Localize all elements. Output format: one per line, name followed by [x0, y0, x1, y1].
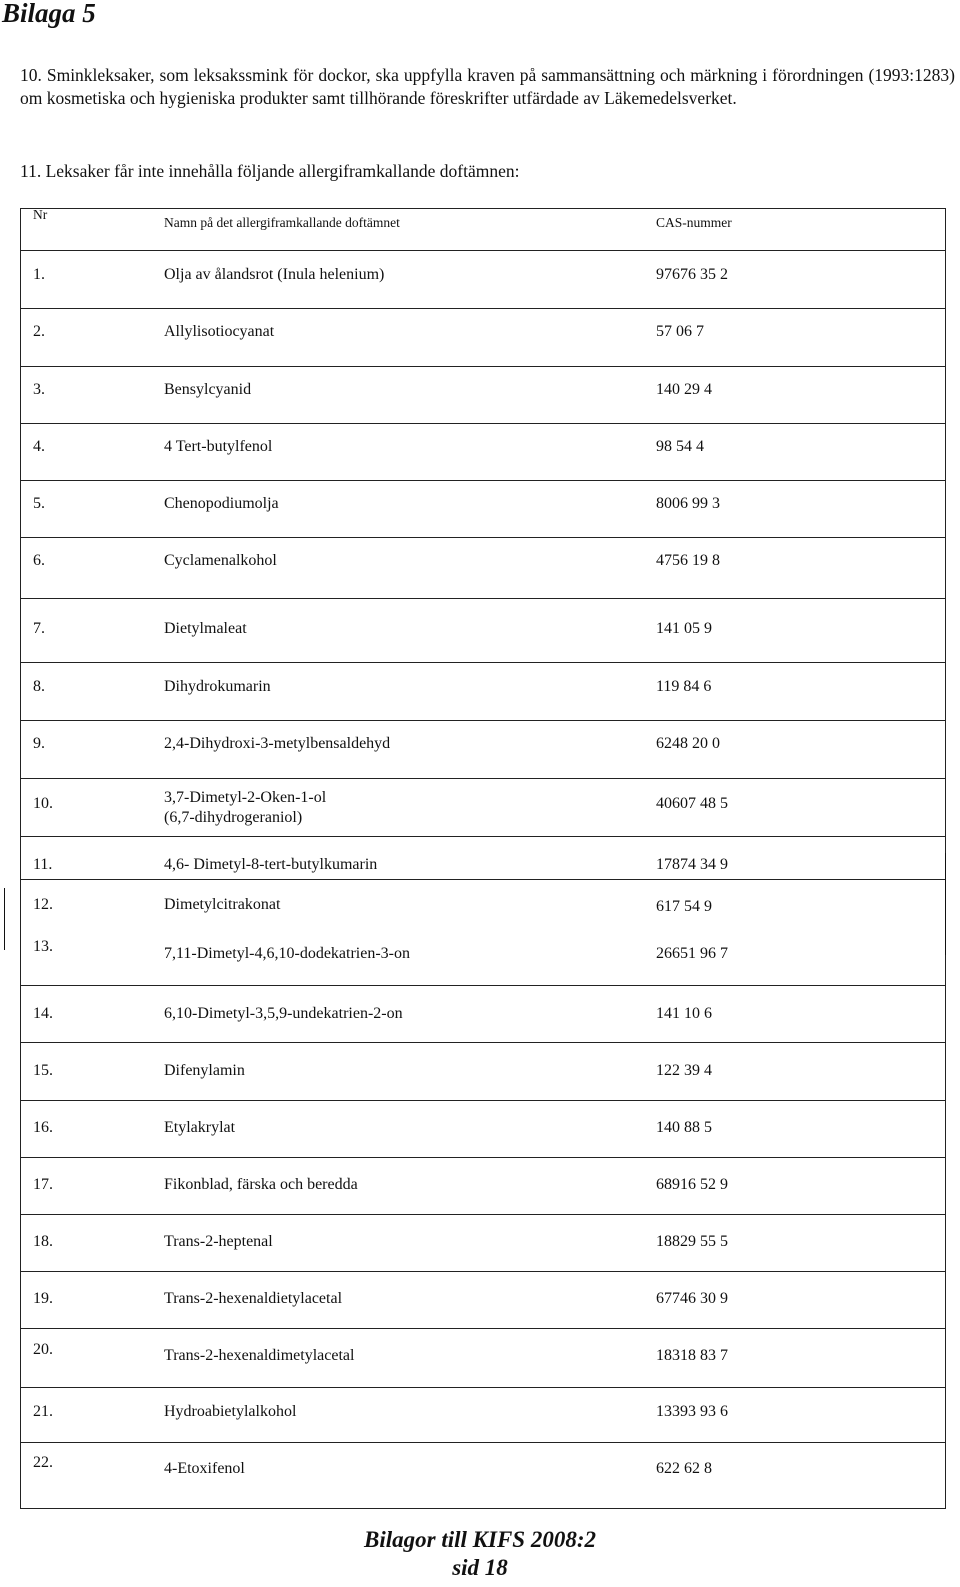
row-divider	[20, 1387, 946, 1388]
paragraph-11: 11. Leksaker får inte innehålla följande allergiframkallande doftämnen:	[20, 161, 520, 181]
row-divider	[20, 537, 946, 538]
substance-name: Olja av ålandsrot (Inula helenium)	[164, 266, 385, 283]
row-divider	[20, 1271, 946, 1272]
substance-name: 7,11-Dimetyl-4,6,10-dodekatrien-3-on	[164, 945, 411, 962]
cas-number: 140 29 4	[656, 381, 712, 398]
row-divider	[20, 366, 946, 367]
row-number: 5.	[33, 495, 45, 512]
row-divider	[20, 836, 946, 837]
substance-name: Difenylamin	[164, 1062, 245, 1079]
row-divider	[20, 598, 946, 599]
footer-line-1: Bilagor till KIFS 2008:2	[364, 1527, 596, 1552]
row-number: 9.	[33, 735, 45, 752]
cas-number: 122 39 4	[656, 1062, 712, 1079]
substance-name: Trans-2-hexenaldietylacetal	[164, 1290, 343, 1307]
cas-number: 18318 83 7	[656, 1347, 728, 1364]
substance-name: Chenopodiumolja	[164, 495, 279, 512]
row-number: 20.	[33, 1341, 53, 1358]
row-number: 22.	[33, 1454, 53, 1471]
cas-number: 119 84 6	[656, 678, 712, 695]
cas-number: 141 10 6	[656, 1005, 712, 1022]
row-divider	[20, 1100, 946, 1101]
cas-number: 6248 20 0	[656, 735, 720, 752]
cas-number: 141 05 9	[656, 620, 712, 637]
substance-name: Fikonblad, färska och beredda	[164, 1176, 358, 1193]
row-number: 6.	[33, 552, 45, 569]
cas-number: 67746 30 9	[656, 1290, 728, 1307]
row-divider	[20, 480, 946, 481]
page-title: Bilaga 5	[2, 0, 96, 28]
row-divider	[20, 1157, 946, 1158]
table-frame	[20, 208, 946, 1509]
cas-number: 140 88 5	[656, 1119, 712, 1136]
cas-number: 57 06 7	[656, 323, 704, 340]
row-number: 7.	[33, 620, 45, 637]
row-number: 10.	[33, 795, 53, 812]
row-number: 16.	[33, 1119, 53, 1136]
row-number: 3.	[33, 381, 45, 398]
substance-name: Dietylmaleat	[164, 620, 247, 637]
substance-name: 4,6- Dimetyl-8-tert-butylkumarin	[164, 856, 378, 873]
row-number: 4.	[33, 438, 45, 455]
row-number: 1.	[33, 266, 45, 283]
header-nr: Nr	[33, 207, 48, 222]
substance-name: 2,4-Dihydroxi-3-metylbensaldehyd	[164, 735, 391, 752]
cas-number: 40607 48 5	[656, 795, 728, 812]
row-number: 12.	[33, 896, 53, 913]
cas-number: 622 62 8	[656, 1460, 712, 1477]
cas-number: 17874 34 9	[656, 856, 728, 873]
substance-name: Dimetylcitrakonat	[164, 896, 281, 913]
row-number: 17.	[33, 1176, 53, 1193]
header-name: Namn på det allergiframkallande doftämnet	[164, 215, 400, 230]
row-divider	[20, 879, 946, 880]
substance-name: Hydroabietylalkohol	[164, 1403, 297, 1420]
cas-number: 98 54 4	[656, 438, 704, 455]
row-divider	[20, 250, 946, 251]
row-divider	[20, 308, 946, 309]
substance-name-line-2: (6,7-dihydrogeraniol)	[164, 809, 303, 826]
footer-line-2: sid 18	[452, 1555, 508, 1580]
substance-name: 4-Etoxifenol	[164, 1460, 245, 1477]
row-number: 18.	[33, 1233, 53, 1250]
row-number: 19.	[33, 1290, 53, 1307]
cas-number: 617 54 9	[656, 898, 712, 915]
row-divider	[20, 985, 946, 986]
header-cas: CAS-nummer	[656, 215, 732, 230]
cas-number: 8006 99 3	[656, 495, 720, 512]
substance-name: Cyclamenalkohol	[164, 552, 277, 569]
substance-name: Allylisotiocyanat	[164, 323, 275, 340]
row-divider	[20, 720, 946, 721]
side-mark-left	[4, 888, 5, 950]
substance-name: Trans-2-hexenaldimetylacetal	[164, 1347, 355, 1364]
row-number: 15.	[33, 1062, 53, 1079]
substance-name: Dihydrokumarin	[164, 678, 271, 695]
row-number: 13.	[33, 938, 53, 955]
cas-number: 18829 55 5	[656, 1233, 728, 1250]
row-number: 2.	[33, 323, 45, 340]
row-divider	[20, 1442, 946, 1443]
row-divider	[20, 1214, 946, 1215]
row-divider	[20, 423, 946, 424]
cas-number: 97676 35 2	[656, 266, 728, 283]
cas-number: 4756 19 8	[656, 552, 720, 569]
cas-number: 68916 52 9	[656, 1176, 728, 1193]
substance-name: Etylakrylat	[164, 1119, 236, 1136]
side-mark-right	[945, 853, 946, 955]
substance-name: Trans-2-heptenal	[164, 1233, 273, 1250]
row-number: 14.	[33, 1005, 53, 1022]
substance-name: 6,10-Dimetyl-3,5,9-undekatrien-2-on	[164, 1005, 403, 1022]
row-divider	[20, 662, 946, 663]
substance-name: Bensylcyanid	[164, 381, 252, 398]
row-divider	[20, 1328, 946, 1329]
substance-name: 4 Tert-butylfenol	[164, 438, 273, 455]
row-divider	[20, 1042, 946, 1043]
cas-number: 26651 96 7	[656, 945, 728, 962]
row-number: 8.	[33, 678, 45, 695]
row-divider	[20, 778, 946, 779]
row-number: 21.	[33, 1403, 53, 1420]
cas-number: 13393 93 6	[656, 1403, 728, 1420]
paragraph-10: 10. Sminkleksaker, som leksakssmink för dockor, ska uppfylla kraven på sammansättning och märkning i förordningen (1993:1283) om kosmetiska och hygieniska produkter samt tillhörande föreskrifter utfärdade av Läkemedelsverket.	[20, 65, 955, 108]
row-number: 11.	[33, 856, 53, 873]
substance-name: 3,7-Dimetyl-2-Oken-1-ol	[164, 789, 327, 806]
